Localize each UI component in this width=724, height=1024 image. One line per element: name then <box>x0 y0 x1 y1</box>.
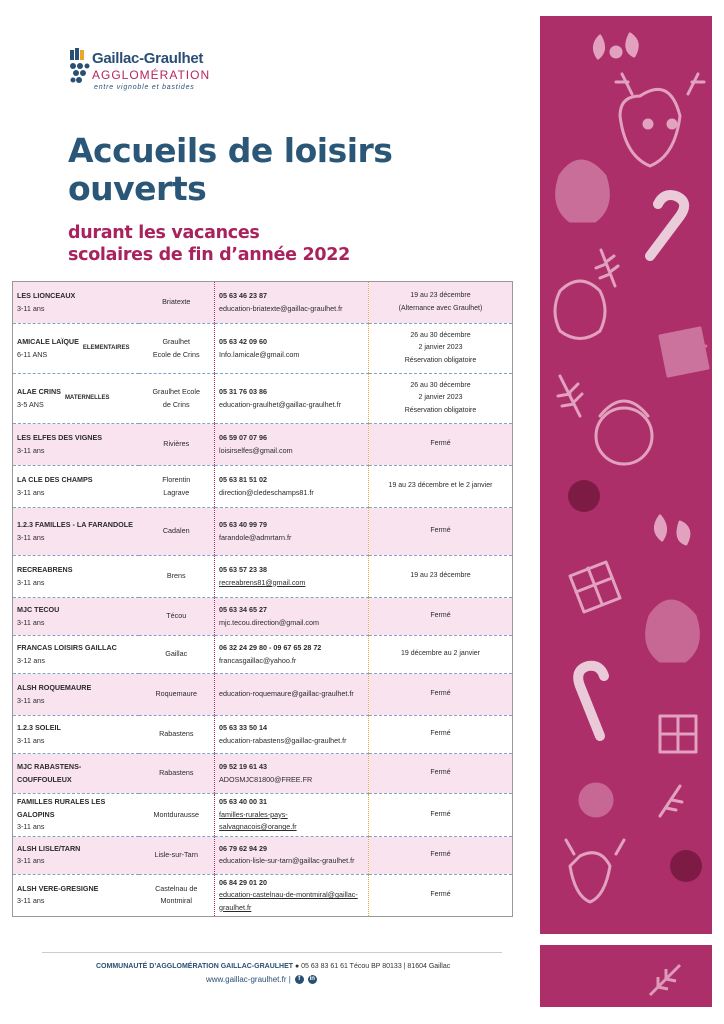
center-contact-cell <box>215 598 369 636</box>
center-dates: 26 au 30 décembre <box>410 331 471 339</box>
center-name-cell <box>13 598 139 636</box>
center-age: 3-11 ans <box>17 532 45 542</box>
center-age: 3-5 ANS <box>17 399 44 409</box>
school-level-label: MATERNELLES <box>64 395 110 402</box>
center-age: 3-11 ans <box>17 445 45 455</box>
center-age: 3-12 ans <box>17 655 45 665</box>
center-location-cell <box>139 374 215 424</box>
center-location: Rabastens <box>159 768 194 778</box>
center-age: 3-11 ans <box>17 822 45 831</box>
center-dates-cell <box>369 754 513 794</box>
center-contact-cell <box>215 636 369 674</box>
center-location-cell <box>139 424 215 466</box>
title-line: Accueils de loisirs <box>68 131 393 170</box>
center-age: 3-11 ans <box>17 735 45 745</box>
center-name-cell <box>13 836 139 874</box>
center-name: 1.2.3 FAMILLES - LA FARANDOLE <box>17 520 133 529</box>
center-age: 6-11 ANS <box>17 349 48 359</box>
center-email-link[interactable]: education-roquemaure@gaillac-graulhet.fr <box>219 689 354 699</box>
school-level-label: ELEMENTAIRES <box>82 345 130 352</box>
center-dates: 19 au 23 décembre <box>410 572 471 580</box>
center-dates-cell <box>369 282 513 324</box>
center-location: Rabastens <box>159 729 194 739</box>
center-location-cell <box>139 754 215 794</box>
center-dates: 2 janvier 2023 <box>418 394 463 402</box>
center-dates-cell <box>369 466 513 508</box>
center-dates: Réservation obligatoire <box>404 406 477 414</box>
center-age: 3-11 ans <box>17 856 45 865</box>
center-location: Brens <box>166 571 186 581</box>
center-phone: 05 63 34 65 27 <box>219 605 267 614</box>
instagram-icon[interactable]: in <box>309 976 315 982</box>
center-location: Montmiral <box>160 896 193 906</box>
center-contact-cell <box>215 508 369 556</box>
center-location-cell <box>139 282 215 324</box>
center-dates: Fermé <box>430 769 451 777</box>
center-location: Castelnau de <box>155 883 198 893</box>
center-email-link[interactable]: education-lisle-sur-tarn@gaillac-graulhet.fr <box>219 856 355 865</box>
center-email-link[interactable]: education-briatexte@gaillac-graulhet.fr <box>219 303 343 313</box>
center-name-cell <box>13 874 139 917</box>
footer-contact: ● 05 63 83 61 61 Técou BP 80133 | 81604 Gaillac <box>294 963 451 970</box>
center-contact-cell <box>215 282 369 324</box>
center-dates-cell <box>369 636 513 674</box>
center-contact-cell <box>215 794 369 837</box>
center-dates: Fermé <box>430 810 451 818</box>
center-location-cell <box>139 874 215 917</box>
center-name-cell <box>13 674 139 716</box>
center-email-link[interactable]: familles-rurales-pays-salvagnacois@orange.fr <box>219 809 297 831</box>
center-phone: 05 63 57 23 38 <box>219 565 267 574</box>
center-location: Gaillac <box>165 649 188 659</box>
table-row <box>13 836 513 874</box>
center-dates-cell <box>369 424 513 466</box>
center-age: 3-11 ans <box>17 303 45 313</box>
center-dates-cell <box>369 674 513 716</box>
center-contact-cell <box>215 754 369 794</box>
center-age: 3-11 ans <box>17 487 45 497</box>
center-phone: 05 63 33 50 14 <box>219 723 267 732</box>
center-location: Briatexte <box>162 297 191 307</box>
center-dates-cell <box>369 836 513 874</box>
facebook-icon[interactable]: f <box>295 975 304 984</box>
center-name-cell <box>13 754 139 794</box>
logo-mark-icon <box>68 46 90 90</box>
center-phone: 05 63 42 09 60 <box>219 337 267 346</box>
subtitle-line: durant les vacances <box>68 223 260 243</box>
table-row <box>13 374 513 424</box>
center-contact-cell <box>215 556 369 598</box>
logo <box>68 44 228 96</box>
schedule-table <box>12 281 513 917</box>
table-row <box>13 874 513 917</box>
center-dates: 19 au 23 décembre et le 2 janvier <box>388 482 493 490</box>
center-contact-cell <box>215 716 369 754</box>
center-location-cell <box>139 794 215 837</box>
christmas-illustration-icon <box>540 16 712 934</box>
center-dates-cell <box>369 794 513 837</box>
center-name: ALSH ROQUEMAURE <box>17 683 92 692</box>
center-email-link[interactable]: Info.lamicale@gmail.com <box>219 349 300 359</box>
subtitle-line: scolaires de fin d’année 2022 <box>68 245 351 265</box>
center-name: FRANCAS LOISIRS GAILLAC <box>17 643 117 652</box>
footer-divider <box>42 952 502 953</box>
center-dates: 26 au 30 décembre <box>410 381 471 389</box>
center-name: AMICALE LAÏQUE <box>17 337 79 346</box>
center-name: RECREABRENS <box>17 565 73 574</box>
center-contact-cell <box>215 874 369 917</box>
center-dates-cell <box>369 374 513 424</box>
footer-website-link[interactable]: www.gaillac-graulhet.fr | <box>206 975 291 984</box>
center-location: de Crins <box>162 399 190 409</box>
center-email-link[interactable]: education-castelnau-de-montmiral@gaillac-graulhet.fr <box>219 890 358 912</box>
center-email-link[interactable]: direction@cledeschamps81.fr <box>219 487 314 497</box>
center-email-link[interactable]: recreabrens81@gmail.com <box>219 577 306 587</box>
title-line: ouverts <box>68 169 207 208</box>
center-contact-cell <box>215 836 369 874</box>
center-location-cell <box>139 836 215 874</box>
center-age: 3-11 ans <box>17 617 45 627</box>
center-dates: Réservation obligatoire <box>404 356 477 364</box>
center-phone: 05 63 81 51 02 <box>219 475 267 484</box>
page-subtitle <box>68 222 350 266</box>
center-phone: 06 59 07 07 96 <box>219 433 267 442</box>
center-email-link[interactable]: ADOSMJC81800@FREE.FR <box>219 774 313 784</box>
center-email-link[interactable]: education-rabastens@gaillac-graulhet.fr <box>219 735 347 745</box>
center-phone: 05 31 76 03 86 <box>219 387 267 396</box>
table-row <box>13 508 513 556</box>
center-phone: 09 52 19 61 43 <box>219 762 267 771</box>
table-row <box>13 674 513 716</box>
center-name: LES LIONCEAUX <box>17 291 76 300</box>
center-location-cell <box>139 636 215 674</box>
center-name: FAMILLES RURALES LES GALOPINS <box>17 797 106 819</box>
center-dates-cell <box>369 716 513 754</box>
center-dates: 2 janvier 2023 <box>418 344 463 352</box>
center-phone: 05 63 46 23 87 <box>219 291 267 300</box>
center-email-link[interactable]: francasgaillac@yahoo.fr <box>219 655 297 665</box>
center-email-link[interactable]: education-graulhet@gaillac-graulhet.fr <box>219 399 341 409</box>
center-dates: 19 décembre au 2 janvier <box>401 650 480 658</box>
center-contact-cell <box>215 674 369 716</box>
table-row <box>13 636 513 674</box>
footer-org: COMMUNAUTÉ D’AGGLOMÉRATION GAILLAC-GRAULHET <box>96 963 294 970</box>
center-location-cell <box>139 598 215 636</box>
center-location-cell <box>139 674 215 716</box>
footer-address <box>96 963 450 970</box>
center-location: Lisle-sur-Tarn <box>154 849 199 859</box>
center-name: 1.2.3 SOLEIL <box>17 723 61 732</box>
center-dates: 19 au 23 décembre <box>410 292 471 299</box>
center-location-cell <box>139 466 215 508</box>
center-name: ALSH VERE-GRESIGNE <box>17 883 99 893</box>
center-phone: 05 63 40 00 31 <box>219 797 267 806</box>
logo-name: Gaillac-Graulhet <box>92 50 204 67</box>
center-email-link[interactable]: farandole@admrtarn.fr <box>219 532 292 542</box>
center-name: LES ELFES DES VIGNES <box>17 433 103 442</box>
center-dates-cell <box>369 324 513 374</box>
center-email-link[interactable]: mjc.tecou.direction@gmail.com <box>219 617 319 627</box>
table-row <box>13 598 513 636</box>
center-dates: Fermé <box>430 527 451 535</box>
center-name: MJC TECOU <box>17 605 60 614</box>
center-dates: Fermé <box>430 891 451 898</box>
center-name: ALAE CRINS <box>17 387 61 396</box>
center-dates-cell <box>369 508 513 556</box>
center-phone: 05 63 40 99 79 <box>219 520 267 529</box>
table-row <box>13 282 513 324</box>
center-location: Florentin <box>162 475 191 484</box>
center-name-cell <box>13 424 139 466</box>
table-row <box>13 466 513 508</box>
center-dates: Fermé <box>430 690 451 698</box>
decorative-sidebar-bottom <box>540 945 712 1007</box>
page-title <box>68 132 392 208</box>
center-name-cell <box>13 636 139 674</box>
center-dates-cell <box>369 598 513 636</box>
center-age: 3-11 ans <box>17 896 45 906</box>
center-name-cell <box>13 282 139 324</box>
center-dates-cell <box>369 556 513 598</box>
center-phone: 06 84 29 01 20 <box>219 877 267 887</box>
center-dates: Fermé <box>430 850 451 858</box>
center-name-cell <box>13 374 139 424</box>
center-email-link[interactable]: loisirselfes@gmail.com <box>219 445 293 455</box>
center-name: MJC RABASTENS-COUFFOULEUX <box>17 762 82 784</box>
center-location: Graulhet <box>162 337 191 346</box>
center-phone: 06 79 62 94 29 <box>219 843 267 853</box>
center-name-cell <box>13 556 139 598</box>
center-name-cell <box>13 324 139 374</box>
center-location-cell <box>139 716 215 754</box>
center-dates-cell <box>369 874 513 917</box>
center-location: Lagrave <box>163 487 190 497</box>
center-name-cell <box>13 508 139 556</box>
center-dates: Fermé <box>430 730 451 738</box>
center-contact-cell <box>215 466 369 508</box>
center-location: Roquemaure <box>155 689 198 699</box>
center-dates: Fermé <box>430 440 451 448</box>
center-location: Montdurausse <box>153 809 200 819</box>
center-contact-cell <box>215 424 369 466</box>
fern-icon <box>540 945 712 1007</box>
center-location: Rivières <box>163 439 190 449</box>
center-location-cell <box>139 324 215 374</box>
center-name-cell <box>13 716 139 754</box>
center-contact-cell <box>215 374 369 424</box>
logo-subtitle: AGGLOMÉRATION <box>92 68 211 82</box>
table-row <box>13 556 513 598</box>
center-location-cell <box>139 508 215 556</box>
table-row <box>13 754 513 794</box>
center-contact-cell <box>215 324 369 374</box>
center-name: LA CLE DES CHAMPS <box>17 475 93 484</box>
center-age: 3-11 ans <box>17 577 45 587</box>
decorative-sidebar <box>540 16 712 934</box>
table-row <box>13 324 513 374</box>
center-age: 3-11 ans <box>17 695 45 705</box>
logo-tagline: entre vignoble et bastides <box>94 84 195 91</box>
table-row <box>13 794 513 837</box>
center-dates: Fermé <box>430 612 451 620</box>
table-row <box>13 424 513 466</box>
center-phone: 06 32 24 29 80 - 09 67 65 28 72 <box>219 643 322 652</box>
footer-web <box>206 975 317 984</box>
center-location-cell <box>139 556 215 598</box>
center-dates: (Alternance avec Graulhet) <box>398 304 483 312</box>
center-location: Cadalen <box>162 526 190 536</box>
center-location: Graulhet Ecole <box>152 387 201 396</box>
table-row <box>13 716 513 754</box>
center-name-cell <box>13 794 139 837</box>
center-location: Ecole de Crins <box>152 349 200 359</box>
center-name: ALSH LISLE/TARN <box>17 843 81 853</box>
center-name-cell <box>13 466 139 508</box>
center-location: Técou <box>166 611 187 621</box>
